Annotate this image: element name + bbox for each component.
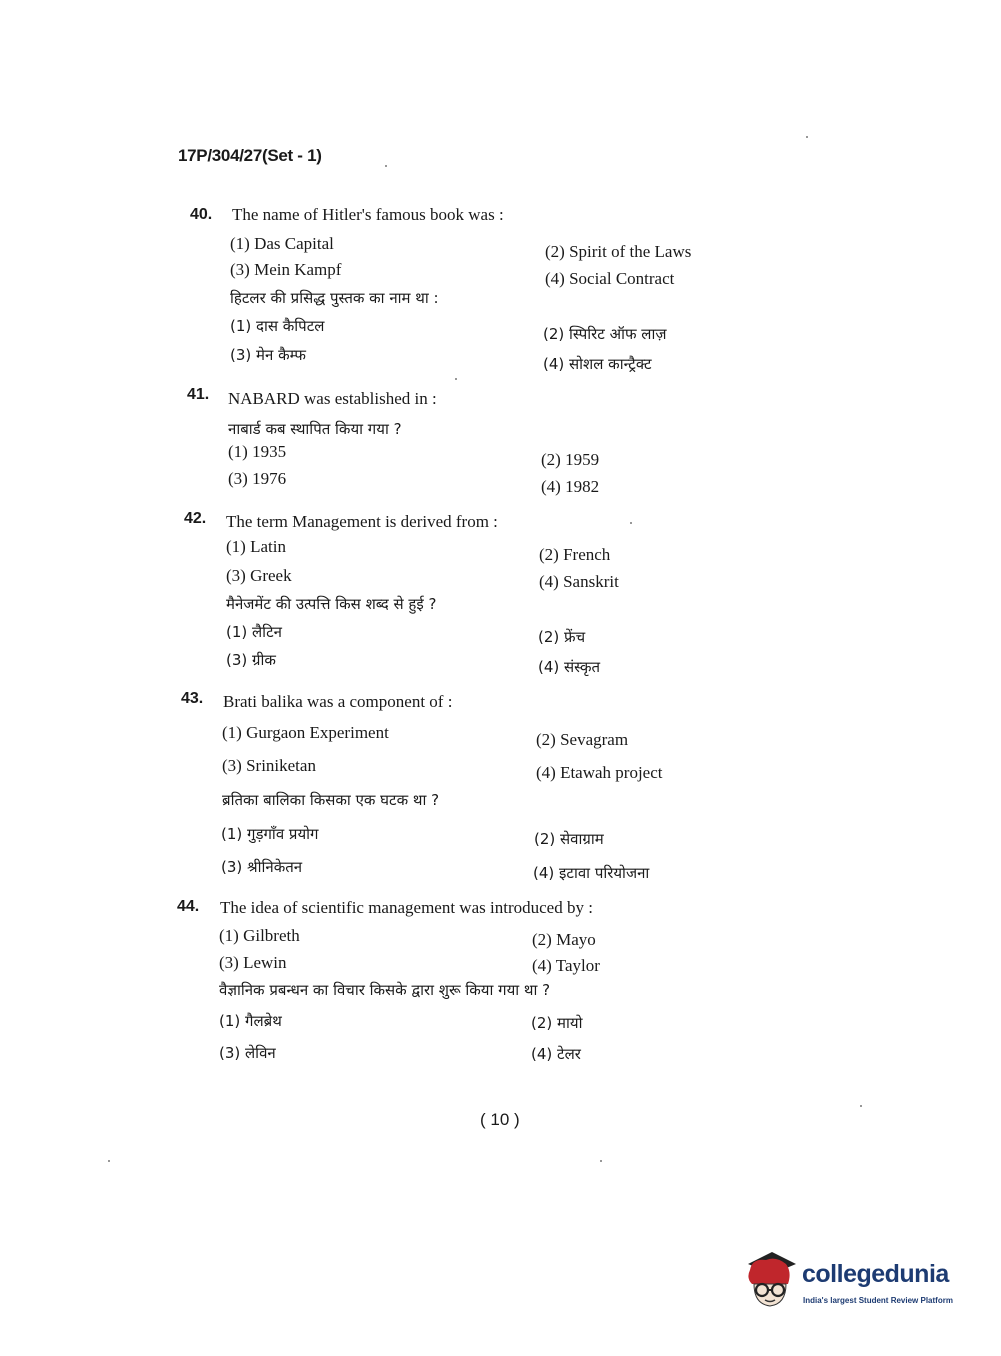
option: (3) Lewin: [219, 953, 287, 972]
option: (4) Etawah project: [536, 763, 663, 782]
question-number: 44.: [177, 898, 200, 915]
scan-speck: [385, 165, 387, 167]
option: (4) Social Contract: [545, 269, 675, 288]
option: (2) 1959: [541, 450, 600, 469]
option: (1) Das Capital: [230, 234, 334, 253]
question-text-hindi: वैज्ञानिक प्रबन्धन का विचार किसके द्वारा शुरू किया गया था ?: [219, 981, 551, 999]
option-hindi: (2) सेवाग्राम: [534, 830, 604, 848]
option-hindi: (2) फ्रेंच: [538, 628, 586, 646]
option: (1) Gurgaon Experiment: [222, 723, 389, 742]
option: (4) Sanskrit: [539, 572, 619, 591]
option: (2) Spirit of the Laws: [545, 242, 692, 261]
option: (2) Sevagram: [536, 730, 629, 749]
question-text-hindi: ब्रतिका बालिका किसका एक घटक था ?: [222, 791, 440, 809]
question-text-hindi: हिटलर की प्रसिद्ध पुस्तक का नाम था :: [230, 289, 439, 307]
scan-speck: [455, 378, 457, 380]
option-hindi: (2) मायो: [531, 1014, 583, 1032]
option: (3) 1976: [228, 469, 287, 488]
option: (1) 1935: [228, 442, 287, 461]
option-hindi: (2) स्पिरिट ऑफ लाज़: [543, 325, 667, 343]
collegedunia-watermark: [742, 1250, 972, 1320]
option-hindi: (1) गैलब्रेथ: [219, 1012, 282, 1030]
question-text: The name of Hitler's famous book was :: [232, 205, 504, 224]
scan-speck: [806, 136, 808, 138]
option: (4) Taylor: [532, 956, 600, 975]
scan-speck: [600, 1160, 602, 1162]
option-hindi: (4) टेलर: [531, 1045, 581, 1063]
option: (3) Mein Kampf: [230, 260, 342, 279]
brand-tagline: India's largest Student Review Platform: [803, 1296, 953, 1305]
mascot-icon: [742, 1250, 800, 1312]
option: (2) Mayo: [532, 930, 596, 949]
question-number: 40.: [190, 206, 213, 223]
scan-speck: [860, 1105, 862, 1107]
option-hindi: (1) लैटिन: [226, 623, 282, 641]
option-hindi: (3) श्रीनिकेतन: [221, 858, 303, 876]
paper-code: 17P/304/27(Set - 1): [178, 146, 322, 165]
option-hindi: (1) गुड़गाँव प्रयोग: [221, 825, 319, 843]
question-number: 43.: [181, 690, 204, 707]
option-hindi: (3) ग्रीक: [226, 651, 276, 669]
option: (2) French: [539, 545, 611, 564]
option: (3) Sriniketan: [222, 756, 316, 775]
option-hindi: (4) संस्कृत: [538, 658, 601, 676]
option-hindi: (1) दास कैपिटल: [230, 317, 325, 335]
option-hindi: (4) इटावा परियोजना: [533, 864, 650, 882]
question-number: 42.: [184, 510, 207, 527]
page-number: ( 10 ): [480, 1110, 520, 1129]
option: (1) Gilbreth: [219, 926, 300, 945]
scan-speck: [108, 1160, 110, 1162]
option-hindi: (3) लेविन: [219, 1044, 276, 1062]
question-text-hindi: नाबार्ड कब स्थापित किया गया ?: [228, 420, 402, 438]
question-text: The idea of scientific management was introduced by :: [220, 898, 593, 917]
question-text-hindi: मैनेजमेंट की उत्पत्ति किस शब्द से हुई ?: [226, 595, 437, 613]
question-number: 41.: [187, 386, 210, 403]
question-text: Brati balika was a component of :: [223, 692, 453, 711]
question-text: The term Management is derived from :: [226, 512, 498, 531]
option: (1) Latin: [226, 537, 286, 556]
option-hindi: (4) सोशल कान्ट्रैक्ट: [543, 355, 652, 373]
brand-name: collegedunia: [802, 1260, 949, 1288]
option: (4) 1982: [541, 477, 600, 496]
option: (3) Greek: [226, 566, 292, 585]
option-hindi: (3) मेन कैम्फ: [230, 346, 306, 364]
question-text: NABARD was established in :: [228, 389, 437, 408]
scan-speck: [630, 522, 632, 524]
